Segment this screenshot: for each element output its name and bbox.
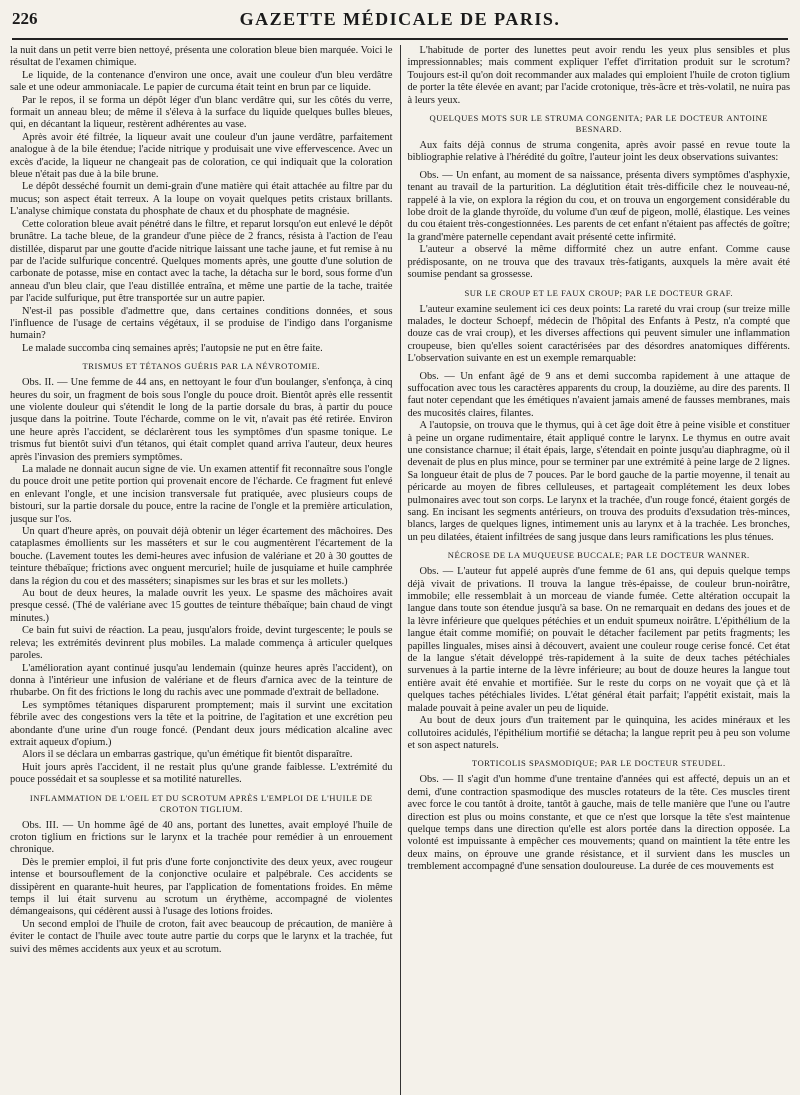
heading-title: NÉCROSE DE LA MUQUEUSE BUCCALE; PAR LE DOCTEUR — [447, 550, 705, 561]
paragraph: Aux faits déjà connus de struma congenita, après avoir passé en revue toute la bibliographie relative à l'hérédité du goître, l'auteur joint les deux observations suivantes: — [407, 140, 790, 164]
paragraph: Le dépôt desséché fournit un demi-grain d'une matière qui était attachée au filtre par du mucus; son aspect était terreux. A la loupe on voyait quelques petits cristaux brillants. L'analyse chimique constata du phosphate de chaux et du phosphate de magnésie. — [10, 181, 393, 218]
heading-title: TORTICOLIS SPASMODIQUE; PAR LE DOCTEUR — [471, 758, 679, 769]
paragraph: Ce bain fut suivi de réaction. La peau, jusqu'alors froide, devint turgescente; le pouls se releva; les extrémités devinrent plus mobiles. La malade commença à articuler quelques paroles. — [10, 625, 393, 662]
heading-author: ANTOINE BESNARD. — [575, 113, 768, 135]
page-header — [12, 0, 788, 40]
columns — [10, 45, 790, 1095]
section-heading-croton: INFLAMMATION DE L'OEIL ET DU SCROTUM APRÈS L'EMPLOI DE L'HUILE DE CROTON TIGLIUM. — [29, 792, 373, 814]
paragraph: A l'autopsie, on trouva que le thymus, qui à cet âge doit être à peine visible et constituer à peine un organe rudimentaire, était appliqué contre le larynx. Le thymus en outre avait une consistance charnue; il était épais, large, s'étendait en pointe jusqu'au diaphragme, où il devenait de plus en plus mince, pour se terminer par une extrémité à peine large de 2 lignes. Sa longueur était de plus de 7 pouces. Par le bord gauche de la partie moyenne, il tenait au péricarde au moyen de fibres celluleuses, et partageait complétement les deux lobes pulmonaires avec tout son corps. Le larynx et la trachée, d'un rouge foncé, étaient gorgés de sang. En incisant les segments antérieurs, on trouva des produits d'exsudation très-minces, blancs, larges de quelques lignes, intimement unis au larynx et à la trachée. Les bronches, un peu dilatées, étaient infiltrées de sang jusque dans leurs ramifications les plus ténues. — [407, 420, 790, 543]
paragraph: la nuit dans un petit verre bien nettoyé, présenta une coloration bleue bien marquée. Voici le résultat de l'examen chimique. — [10, 45, 393, 69]
paragraph: Après avoir été filtrée, la liqueur avait une couleur d'un jaune verdâtre, parfaitement analogue à de la bile étendue; l'acide nitrique y produisait une vive effervescence. Avec un excès d'acide, la liqueur ne changeait pas de coloration, ce qui indiquait que la coloration bleue n'était pas due à la bile brune. — [10, 131, 393, 181]
section-heading-croup — [407, 288, 790, 299]
paragraph: Le malade succomba cinq semaines après; l'autopsie ne put en être faite. — [22, 342, 323, 354]
heading-author: GRAF. — [706, 287, 734, 298]
section-heading-trismus: TRISMUS ET TÉTANOS GUÉRIS PAR LA NÉVROTOMIE. — [82, 361, 321, 372]
paragraph: Obs. — Un enfant âgé de 9 ans et demi succomba rapidement à une attaque de suffocation avec tous les caractères apparents du croup, la douzième, au dire des parents. Il faut noter cependant que les émétiques n'avaient jamais amené de fausses membranes, mais des mucosités claires, filantes. — [407, 370, 790, 419]
paragraph: L'habitude de porter des lunettes peut avoir rendu les yeux plus sensibles et plus impressionnables; mais comment expliquer l'effet d'irritation produit sur le scrotum? Toujours est-il qu'on doit recommander aux malades qui emploient l'huile de croton tiglium de porter la tête élevée en avant; par l'acide crotonique, très-âcre et très-volatil, ne nuira pas à leurs yeux. — [407, 45, 790, 106]
paragraph: Un second emploi de l'huile de croton, fait avec beaucoup de précaution, de manière à éviter le contact de l'huile avec toute autre partie du corps que le larynx et la trachée, fut suivi des mêmes accidents aux yeux et au scrotum. — [10, 918, 393, 955]
section-trismus — [10, 377, 393, 786]
left-intro — [10, 45, 393, 355]
section-croton — [10, 820, 393, 956]
paragraph: Obs. — Un enfant, au moment de sa naissance, présenta divers symptômes d'asphyxie, tenant au travail de la parturition. La déglutition était très-difficile chez le nouveau-né, rappelé à la vie, on explora la région du cou, et on trouva un engorgement considérable du lobe droit de la glande thyroïde, du volume d'un œuf de pigeon, mollé, élastique. Les veines du cou étaient très-congestionnées. Les parents de cet enfant n'étaient pas affectés de goître; la grand'mère paternelle cependant avait présenté cette infirmité. — [407, 169, 790, 243]
section-heading-torticolis — [407, 758, 790, 769]
paragraph: Obs. III. — Un homme âgé de 40 ans, portant des lunettes, avait employé l'huile de croton tiglium en frictions sur le larynx et la trachée pour remédier à un enrouement chronique. — [10, 819, 393, 856]
paragraph: Dès le premier emploi, il fut pris d'une forte conjonctivite des deux yeux, avec rougeur intense et boursouflement de la conjonctive oculaire et palpébrale. Ces accidents se dissipèrent en quarante-huit heures, par l'application de fomentations froides. En même temps il lui était survenu au scrotum un érythème, accompagné de violentes démangeaisons, qui cédèrent aussi à l'usage des lotions froides. — [10, 856, 393, 918]
section-heading-necrose — [407, 550, 790, 561]
section-necrose — [407, 566, 790, 752]
page-number: 226 — [12, 9, 38, 28]
heading-author: STEUDEL. — [681, 758, 726, 769]
right-intro — [407, 45, 790, 107]
paragraph: Au bout de deux heures, la malade ouvrit les yeux. Le spasme des mâchoires avait presque cessé. (Thé de valériane avec 15 gouttes de teinture thébaïque; bain chaud de vingt minutes.) — [10, 588, 393, 624]
paragraph: N'est-il pas possible d'admettre que, dans certaines conditions données, et sous l'influence de l'usage de certains végétaux, il se produise de l'indigo dans l'organisme humain? — [10, 305, 393, 342]
paragraph: Par le repos, il se forma un dépôt léger d'un blanc verdâtre qui, sur les côtés du verre, formait un anneau bleu; de même il s'éleva à la surface du liquide quelques bulles bleues, qui, en décantant la liqueur, restèrent adhérentes au vase. — [10, 94, 393, 131]
paragraph: L'auteur examine seulement ici ces deux points: La rareté du vrai croup (sur treize mille malades, le docteur Schoepf, médecin de l'hôpital des Enfants à Pestz, n'a compté que douze cas de vrai croup), et les diverses affections qui peuvent simuler une inflammation croupeuse, bien qu'elles soient caractérisées par des désordres anatomiques différents. L'observation suivante en est un exemple remarquable: — [407, 303, 790, 365]
paragraph: Un quart d'heure après, on pouvait déjà obtenir un léger écartement des mâchoires. Des cataplasmes émollients sur les masséters et sur le cou augmentèrent l'écartement de la bouche. (Lavement toutes les demi-heures avec infusion de valériane et 20 à 30 gouttes de teinture thébaïque; frictions avec onguent mercuriel; huile de jusquiame et huile camphrée dans la région du cou et des masséters; sinapismes sur les bras et sur les mollets.) — [10, 526, 393, 587]
paragraph: La malade ne donnait aucun signe de vie. Un examen attentif fit reconnaître sous l'ongle du pouce droit une petite portion qui provenait encore de l'écharde. Ce fragment fut enlevé en enlevant l'ongle, et une incision transversale fut pratiquée, avec plusieurs coups de bistouri, sur la partie dorsale du pouce, entre la racine de l'ongle et la première articulation, jusque sur l'os. — [10, 464, 393, 525]
heading-author: WANNER. — [707, 550, 750, 561]
paragraph: Obs. — L'auteur fut appelé auprès d'une femme de 61 ans, qui depuis quelque temps déjà vivait de privations. Il trouva la langue très-épaisse, de couleur brun-noirâtre, immobile; elle ressemblait à un morceau de viande fumée. Cette altération occupait la langue dans toute son étendue jusqu'à sa base. On ne remarquait en dedans des joues et de la lèvre inférieure que quelques pétéchies et un enduit spumeux noirâtre. L'épithélium de la langue était comme momifié; on pouvait le détacher facilement par petits fragments; les papilles linguales, mises ainsi à découvert, avaient une couleur rouge cerise foncé. Cet état de la langue s'était développé très-rapidement à la suite de deux taches pétéchiales survenues à la partie interne de la lèvre inférieure; au bout de douze heures la langue tout entière avait été envahie et mortifiée. Sur le reste du corps on ne voyait que çà et là quelques taches pétéchiales livides. L'état général était parfait; l'appétit existait, mais la malade pouvait à peine avaler un peu de liquide. — [407, 566, 790, 714]
paragraph: Obs. — Il s'agit d'un homme d'une trentaine d'années qui est affecté, depuis un an et demi, d'une contraction spasmodique des muscles rotateurs de la tête. Ces muscles tirent avec force le cou tantôt à droite, tantôt à gauche, mais de telle manière que l'une ou l'autre direction est plus ou moins constante, et que ce n'est que lorsque la tête s'est maintenue quelque temps dans une direction qu'elle est alors portée dans la direction opposée. La volonté est impuissante à empêcher ces mouvements; quand on maintient la tête entre les deux mains, on éprouve une grande résistance, et il survient dans les muscles un tremblement accompagné d'une sensation douloureuse. La durée de ces mouvements est — [407, 774, 790, 873]
heading-title: SUR LE CROUP ET LE FAUX CROUP; PAR LE DOCTEUR — [464, 287, 704, 298]
section-heading-struma — [407, 113, 790, 135]
section-torticolis — [407, 774, 790, 873]
paragraph: Le liquide, de la contenance d'environ une once, avait une couleur d'un bleu verdâtre sale et une odeur ammoniacale. Le papier de curcuma était teint en brun par ce liquide. — [10, 69, 393, 94]
paragraph: Alors il se déclara un embarras gastrique, qu'un émétique fit bientôt disparaître. — [22, 749, 353, 761]
paragraph: Obs. II. — Une femme de 44 ans, en nettoyant le four d'un boulanger, s'enfonça, à cinq heures du soir, un fragment de bois sous l'ongle du pouce droit. Bientôt après elle ressentit une violente douleur qui s'étendit le long de la partie dorsale du bras, à partir du pouce jusque dans la poitrine. Toute l'écharde, comme on le vit, n'avait pas été retirée. Environ une heure après l'accident, se déclarèrent tous les symptômes d'un spasme tonique. Le trismus fut bientôt suivi d'un tétanos, qui était complet quand arriva l'auteur, deux heures après l'invasion des premiers symptômes. — [10, 377, 393, 463]
paragraph: Au bout de deux jours d'un traitement par le quinquina, les acides minéraux et les collutoires acidulés, l'épithélium mortifié se détacha; la langue reprit peu à peu son volume et son aspect naturels. — [407, 715, 790, 751]
section-croup — [407, 304, 790, 545]
left-column — [10, 45, 400, 1095]
paragraph: L'amélioration ayant continué jusqu'au lendemain (quinze heures après l'accident), on donna à l'intérieur une infusion de valériane et de fleurs d'arnica avec de la teinture de rhubarbe. On fit des frictions le long du rachis avec une pommade d'extrait de belladone. — [10, 662, 393, 699]
journal-title: GAZETTE MÉDICALE DE PARIS. — [239, 8, 561, 29]
section-struma — [407, 140, 790, 281]
paragraph: L'auteur a observé la même difformité chez un autre enfant. Comme cause prédisposante, on ne trouva que des travaux très-fatigants, auxquels la mère avait été soumise pendant sa grossesse. — [407, 244, 790, 281]
paragraph: Cette coloration bleue avait pénétré dans le filtre, et reparut lorsqu'on eut enlevé le dépôt brunâtre. La tache bleue, de la grandeur d'une pièce de 2 francs, résista à l'action de l'eau distillée, disparut par une goutte d'acide nitrique laissant une tache jaune, et fut remise à nu par de l'acide sulfurique concentré. Quelques moments après, une goutte d'une solution de carbonate de potasse, mise en contact avec la tache, la détacha sur le bord, sous forme d'un anneau d'un bleu clair, que l'eau distillée entraîna, et même une partie de la tache, traitée par l'acide sulfurique, put être transportée sur un autre papier. — [10, 218, 393, 305]
paragraph: Huit jours après l'accident, il ne restait plus qu'une grande faiblesse. L'extrémité du pouce possédait et sa souplesse et sa motilité naturelles. — [10, 761, 393, 786]
right-column — [400, 45, 790, 1095]
paragraph: Les symptômes tétaniques disparurent promptement; mais il survint une excitation fébrile avec des congestions vers la tête et la poitrine, de l'agitation et une excrétion peu abondante d'une urine d'un rouge foncé. (Pendant deux jours médication alcaline avec extrait aqueux d'opium.) — [10, 699, 393, 748]
heading-title: QUELQUES MOTS SUR LE STRUMA CONGENITA; PAR LE DOCTEUR — [429, 113, 724, 124]
